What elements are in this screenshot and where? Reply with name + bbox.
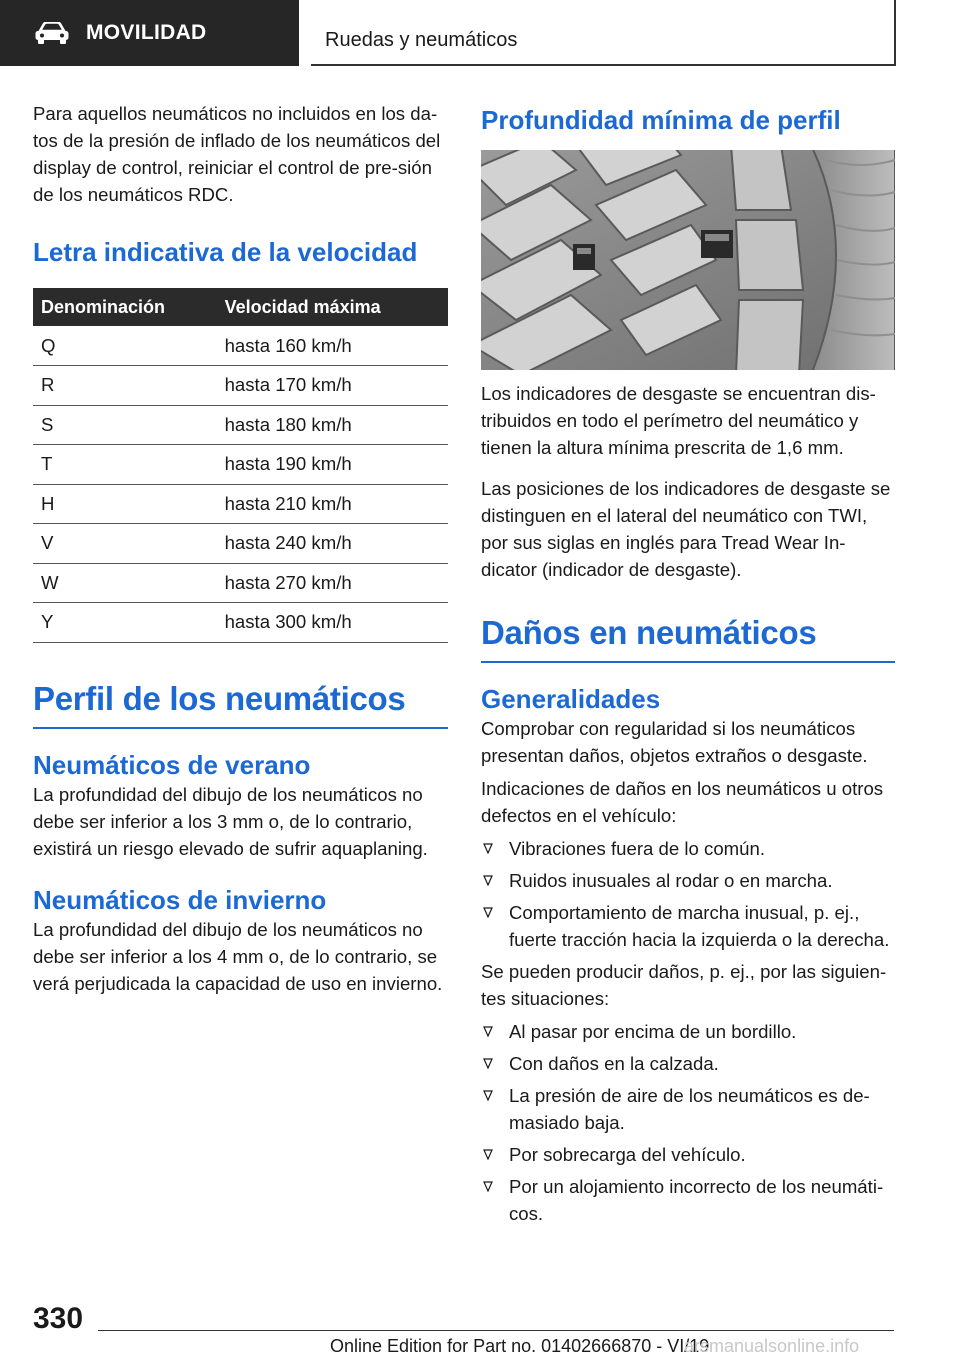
list-item — [481, 1050, 895, 1077]
speed-table-header-row — [33, 288, 448, 326]
table-row — [33, 484, 448, 524]
watermark: arsmanualsonline.info — [684, 1336, 860, 1356]
list-item-text: Por un alojamiento incorrecto de los neumáti-cos. — [509, 1176, 884, 1224]
general-heading: Generalidades — [481, 684, 661, 714]
table-header-designation: Denominación — [33, 288, 221, 326]
table-header-max-speed: Velocidad máxima — [221, 288, 448, 326]
speed-table — [33, 288, 448, 643]
triangle-bullet-icon — [483, 875, 493, 886]
table-row — [33, 405, 448, 445]
speed-value: hasta 240 km/h — [221, 524, 448, 564]
causes-paragraph: Se pueden producir daños, p. ej., por las siguien-tes situaciones: — [481, 961, 887, 1009]
right-column — [481, 98, 895, 1232]
speed-value: hasta 180 km/h — [221, 405, 448, 445]
list-item-text: Ruidos inusuales al rodar o en marcha. — [509, 870, 833, 891]
list-item-text: Vibraciones fuera de lo común. — [509, 838, 765, 859]
table-row — [33, 603, 448, 643]
intro-paragraph: Para aquellos neumáticos no incluidos en los da-tos de la presión de inflado de los neumáticos del display de control, reiniciar el control de pre-sión de los neumáticos RDC. — [33, 103, 441, 205]
page-footer — [0, 1290, 960, 1362]
section-tab — [0, 0, 299, 66]
breadcrumb — [311, 0, 896, 66]
triangle-bullet-icon — [483, 1026, 493, 1037]
min-depth-heading: Profundidad mínima de perfil — [481, 105, 841, 135]
speed-value: hasta 210 km/h — [221, 484, 448, 524]
list-item — [481, 899, 895, 953]
speed-value: hasta 170 km/h — [221, 366, 448, 406]
tire-damage-heading: Daños en neumáticos — [481, 613, 895, 663]
speed-letter: V — [33, 524, 221, 564]
table-row — [33, 563, 448, 603]
page-number: 330 — [33, 1302, 84, 1335]
triangle-bullet-icon — [483, 1149, 493, 1160]
list-item-text: La presión de aire de los neumáticos es de-masiado baja. — [509, 1085, 870, 1133]
speed-value: hasta 300 km/h — [221, 603, 448, 643]
speed-letter: T — [33, 445, 221, 485]
page-header — [0, 0, 960, 66]
list-item — [481, 1018, 895, 1045]
speed-value: hasta 160 km/h — [221, 326, 448, 366]
table-row — [33, 366, 448, 406]
breadcrumb-label: Ruedas y neumáticos — [325, 29, 518, 51]
table-row — [33, 445, 448, 485]
footer-divider — [98, 1330, 894, 1331]
speed-value: hasta 190 km/h — [221, 445, 448, 485]
signs-list — [481, 835, 895, 953]
positions-paragraph: Las posiciones de los indicadores de desgaste se distinguen en el lateral del neumático con TWI, por sus siglas en inglés para Tread Wear In-dicator (indicador de desgaste). — [481, 478, 891, 580]
table-row — [33, 326, 448, 366]
speed-letter-heading: Letra indicativa de la velocidad — [33, 237, 418, 267]
speed-letter: S — [33, 405, 221, 445]
triangle-bullet-icon — [483, 1181, 493, 1192]
causes-list — [481, 1018, 895, 1227]
edition-text: Online Edition for Part no. 01402666870 - VI/19 — [330, 1336, 710, 1356]
speed-letter: Y — [33, 603, 221, 643]
signs-paragraph: Indicaciones de daños en los neumáticos u otros defectos en el vehículo: — [481, 778, 884, 826]
tread-wear-figure — [481, 150, 895, 370]
list-item — [481, 1173, 895, 1227]
summer-tires-heading: Neumáticos de verano — [33, 749, 311, 780]
list-item — [481, 867, 895, 894]
list-item — [481, 1082, 895, 1136]
triangle-bullet-icon — [483, 1058, 493, 1069]
triangle-bullet-icon — [483, 843, 493, 854]
speed-letter: H — [33, 484, 221, 524]
list-item-text: Por sobrecarga del vehículo. — [509, 1144, 746, 1165]
general-paragraph: Comprobar con regularidad si los neumáticos presentan daños, objetos extraños o desgaste. — [481, 718, 868, 766]
indicators-paragraph: Los indicadores de desgaste se encuentran dis-tribuidos en todo el perímetro del neumático y tienen la altura mínima prescrita de 1,6 mm. — [481, 383, 876, 458]
list-item — [481, 835, 895, 862]
table-row — [33, 524, 448, 564]
speed-letter: R — [33, 366, 221, 406]
tire-tread-illustration — [481, 150, 895, 370]
list-item-text: Con daños en la calzada. — [509, 1053, 719, 1074]
section-tab-label: MOVILIDAD — [86, 21, 207, 44]
speed-value: hasta 270 km/h — [221, 563, 448, 603]
winter-tires-heading: Neumáticos de invierno — [33, 884, 327, 915]
speed-letter: Q — [33, 326, 221, 366]
winter-tires-paragraph: La profundidad del dibujo de los neumáticos no debe ser inferior a los 4 mm o, de lo contrario, se verá perjudicada la capacidad de uso en invierno. — [33, 918, 443, 994]
triangle-bullet-icon — [483, 1090, 493, 1101]
summer-tires-paragraph: La profundidad del dibujo de los neumáticos no debe ser inferior a los 3 mm o, de lo contrario, existirá un riesgo elevado de sufrir aquaplaning. — [33, 783, 428, 859]
list-item-text: Comportamiento de marcha inusual, p. ej., fuerte tracción hacia la izquierda o la derecha. — [509, 902, 890, 950]
triangle-bullet-icon — [483, 907, 493, 918]
tire-profile-heading: Perfil de los neumáticos — [33, 679, 448, 729]
left-column — [33, 98, 448, 997]
car-icon — [34, 22, 70, 44]
list-item-text: Al pasar por encima de un bordillo. — [509, 1021, 797, 1042]
list-item — [481, 1141, 895, 1168]
speed-letter: W — [33, 563, 221, 603]
